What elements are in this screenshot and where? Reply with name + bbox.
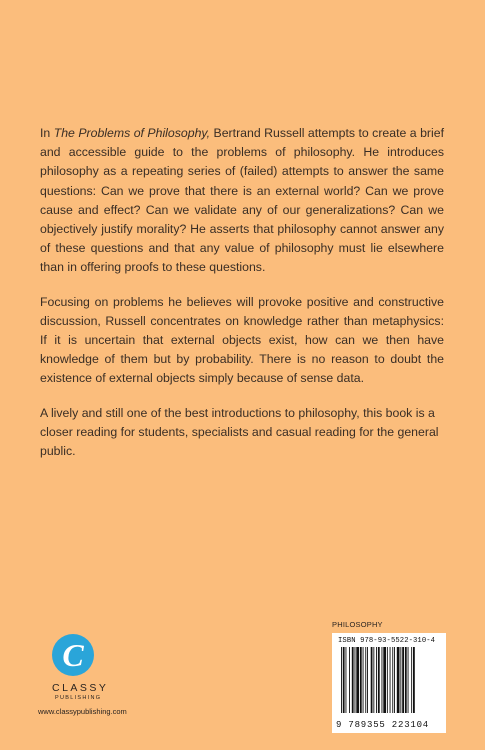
barcode-bar bbox=[411, 647, 412, 713]
publisher-name: CLASSY bbox=[52, 682, 109, 694]
barcode-bar bbox=[373, 647, 374, 713]
barcode-area bbox=[332, 620, 448, 733]
barcode-bar bbox=[371, 647, 373, 713]
barcode-bar bbox=[365, 647, 366, 713]
barcode-bar bbox=[382, 647, 383, 713]
isbn-label: ISBN 978-93-5522-310-4 bbox=[338, 637, 436, 645]
barcode-bar bbox=[402, 647, 404, 713]
barcode-bar bbox=[394, 647, 395, 713]
barcode-bar bbox=[400, 647, 401, 713]
barcode-bar bbox=[360, 647, 362, 713]
blurb-p1-prefix: In bbox=[40, 126, 54, 140]
publisher-subname: PUBLISHING bbox=[55, 695, 102, 701]
publisher-block bbox=[38, 634, 148, 716]
barcode-box bbox=[332, 633, 446, 733]
barcode-bar bbox=[343, 647, 345, 713]
barcode-bar bbox=[405, 647, 407, 713]
barcode-bar bbox=[341, 647, 342, 713]
barcode-bar bbox=[392, 647, 393, 713]
barcode-bar bbox=[390, 647, 391, 713]
barcode-bar bbox=[346, 647, 347, 713]
barcode-bar bbox=[352, 647, 354, 713]
barcode-bar bbox=[383, 647, 386, 713]
barcode-bar bbox=[387, 647, 388, 713]
barcode-bar bbox=[397, 647, 400, 713]
barcode-bars bbox=[338, 647, 440, 713]
blurb-paragraph-1 bbox=[40, 124, 444, 278]
barcode-bar bbox=[355, 647, 356, 713]
publisher-url: www.classypublishing.com bbox=[38, 707, 127, 716]
book-title: The Problems of Philosophy, bbox=[53, 126, 211, 140]
category-label: PHILOSOPHY bbox=[332, 620, 383, 629]
barcode-bar bbox=[363, 647, 364, 713]
barcode-bar bbox=[349, 647, 350, 713]
blurb-paragraph-2: Focusing on problems he believes will provoke positive and constructive discussion, Russell concentrates on knowledge rather than metaphysics: If it is uncertain that external objects exist, how can we then have knowledge of them but by probability. There is no reason to doubt the existence of external objects simply because of sense data. bbox=[40, 294, 444, 386]
barcode-bar bbox=[413, 647, 415, 713]
blurb-paragraph-3: A lively and still one of the best introductions to philosophy, this book is a closer reading for students, specialists and casual reading for the general public. bbox=[40, 405, 439, 459]
back-cover-blurb bbox=[40, 124, 444, 476]
barcode-bar bbox=[408, 647, 409, 713]
barcode-bar bbox=[378, 647, 380, 713]
isbn-digits: 9 789355 223104 bbox=[336, 720, 430, 730]
barcode-bar bbox=[356, 647, 359, 713]
barcode-bar bbox=[376, 647, 377, 713]
blurb-p1-text: Bertrand Russell attempts to create a brief and accessible guide to the problems of philosophy. He introduces philosophy as a repeating series of (failed) attempts to answer the same questions: Can we prove that there is an external world? Can we prove cause and effect? Can we validate any of our generalizations? Can we objectively justify morality? He asserts that philosophy cannot answer any of these questions and that any value of philosophy must lie elsewhere than in offering proofs to these questions. bbox=[40, 126, 444, 275]
barcode-bar bbox=[367, 647, 368, 713]
publisher-logo-letter: C bbox=[62, 637, 84, 673]
publisher-logo-icon bbox=[52, 634, 94, 676]
